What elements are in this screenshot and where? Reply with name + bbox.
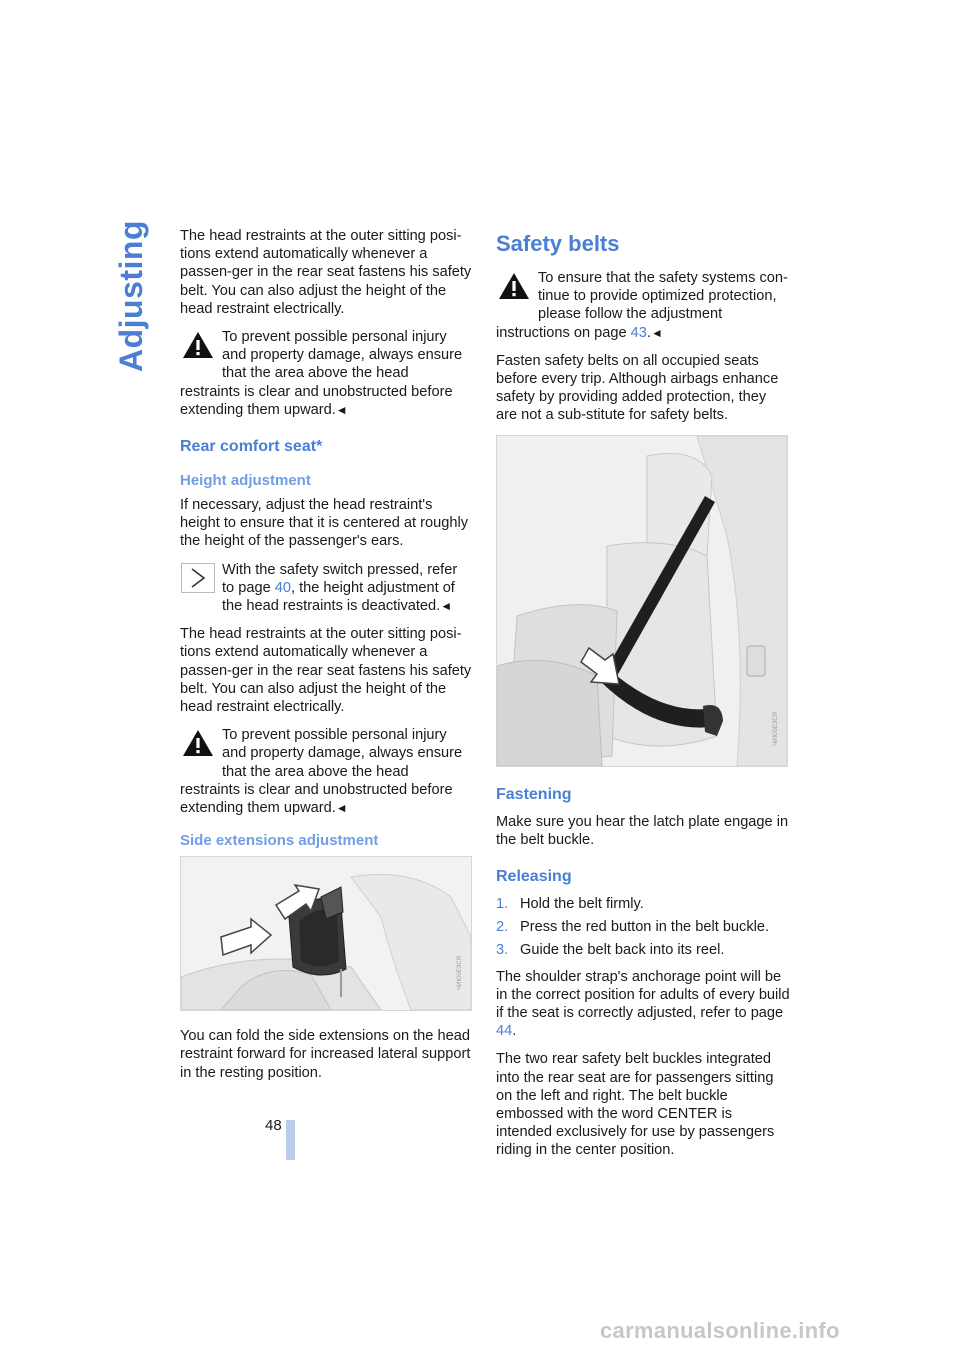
- fastening-paragraph: Make sure you hear the latch plate engage in the belt buckle.: [496, 813, 789, 848]
- page-link-44[interactable]: 44: [496, 1023, 513, 1040]
- warning-text-2: To prevent possible personal injury and property damage, always ensure that the area above the head restraints is clear and unobstructed before extending them upward.: [180, 727, 463, 817]
- step-number: 3.: [496, 942, 509, 959]
- step-text: Hold the belt firmly.: [520, 896, 644, 913]
- end-mark: ◄: [335, 801, 348, 816]
- step-number: 2.: [496, 919, 509, 936]
- page-link-43[interactable]: 43: [630, 324, 647, 341]
- rear-buckles-paragraph: The two rear safety belt buckles integrated into the rear seat are for passengers sitting on the left and right. The belt buckle embossed with the word CENTER is intended exclusively for use by passengers riding in the center position.: [496, 1051, 775, 1159]
- warning-icon: [180, 728, 216, 764]
- right-column: [496, 227, 790, 1170]
- head-restraint-illustration: [180, 856, 472, 1011]
- note-text-pre: With the safety switch pressed, refer to page: [222, 561, 458, 596]
- end-mark: ◄: [440, 599, 453, 614]
- page-number: 48: [265, 1117, 282, 1134]
- anchorage-paragraph: [496, 968, 790, 1041]
- height-adjustment-heading: Height adjustment: [180, 472, 311, 490]
- safety-belts-heading: Safety belts: [496, 231, 620, 256]
- releasing-steps: [496, 895, 790, 960]
- section-tab: [113, 219, 160, 390]
- warning-icon: [180, 330, 216, 366]
- height-paragraph: If necessary, adjust the head restraint's height to ensure that it is centered at roughly the height of the passenger's ears.: [180, 497, 468, 550]
- anchorage-text-pre: The shoulder strap's anchorage point will be in the correct position for adults of every build if the seat is correctly adjusted, refer to page: [496, 968, 790, 1022]
- warning-text-1: To prevent possible personal injury and property damage, always ensure that the area above the head restraints is clear and unobstructed before extending them upward.: [180, 329, 463, 418]
- warning-icon: [496, 271, 532, 307]
- warning-text-3-pre: To ensure that the safety systems con-tinue to provide optimized protection, please follow the adjustment instructions on page: [496, 270, 788, 341]
- warning-block-2: [180, 726, 472, 817]
- height-paragraph-2: The head restraints at the outer sitting posi-tions extend automatically whenever a passen-ger in the rear seat fastens his safety belt. You can also adjust the height of the head restraint electrically.: [180, 626, 472, 716]
- warning-text-3-post: .: [646, 324, 651, 341]
- side-extensions-heading: Side extensions adjustment: [180, 832, 379, 850]
- end-mark: ◄: [335, 402, 348, 417]
- note-text-post: , the height adjustment of the head restraints is deactivated.: [222, 579, 455, 615]
- section-title: Adjusting: [113, 219, 149, 372]
- warning-block-3: [496, 269, 790, 342]
- step-item: [496, 918, 790, 936]
- figure-code: ЧИЮ0ЕЗСЯ: [772, 711, 779, 746]
- intro-paragraph: The head restraints at the outer sitting posi-tions extend automatically whenever a passen-ger in the rear seat fastens his safety belt. You can also adjust the height of the head restraint electrically.: [180, 228, 472, 317]
- figure-code: ЧИЮ0ЕЗСЯ: [456, 956, 463, 991]
- step-number: 1.: [496, 896, 509, 913]
- step-item: [496, 895, 790, 913]
- end-mark: ◄: [650, 325, 663, 340]
- note-block: [180, 561, 472, 616]
- page-link-40[interactable]: 40: [274, 579, 291, 596]
- releasing-heading: Releasing: [496, 868, 572, 886]
- left-column: [180, 227, 472, 1092]
- note-arrow-icon: [180, 563, 216, 599]
- warning-block-1: [180, 328, 472, 419]
- safety-belt-illustration: [496, 435, 788, 767]
- side-paragraph: You can fold the side extensions on the head restraint forward for increased lateral support in the resting position.: [180, 1028, 471, 1081]
- anchorage-text-post: .: [512, 1023, 517, 1040]
- rear-comfort-heading: Rear comfort seat*: [180, 438, 323, 456]
- step-text: Guide the belt back into its reel.: [520, 942, 725, 959]
- fasten-paragraph: Fasten safety belts on all occupied seats before every trip. Although airbags enhance safety by providing added protection, they are not a sub-stitute for safety belts.: [496, 352, 779, 424]
- fastening-heading: Fastening: [496, 785, 572, 803]
- step-item: [496, 941, 790, 959]
- watermark: carmanualsonline.info: [600, 1318, 840, 1343]
- page-bar: [286, 1120, 295, 1160]
- step-text: Press the red button in the belt buckle.: [520, 919, 770, 936]
